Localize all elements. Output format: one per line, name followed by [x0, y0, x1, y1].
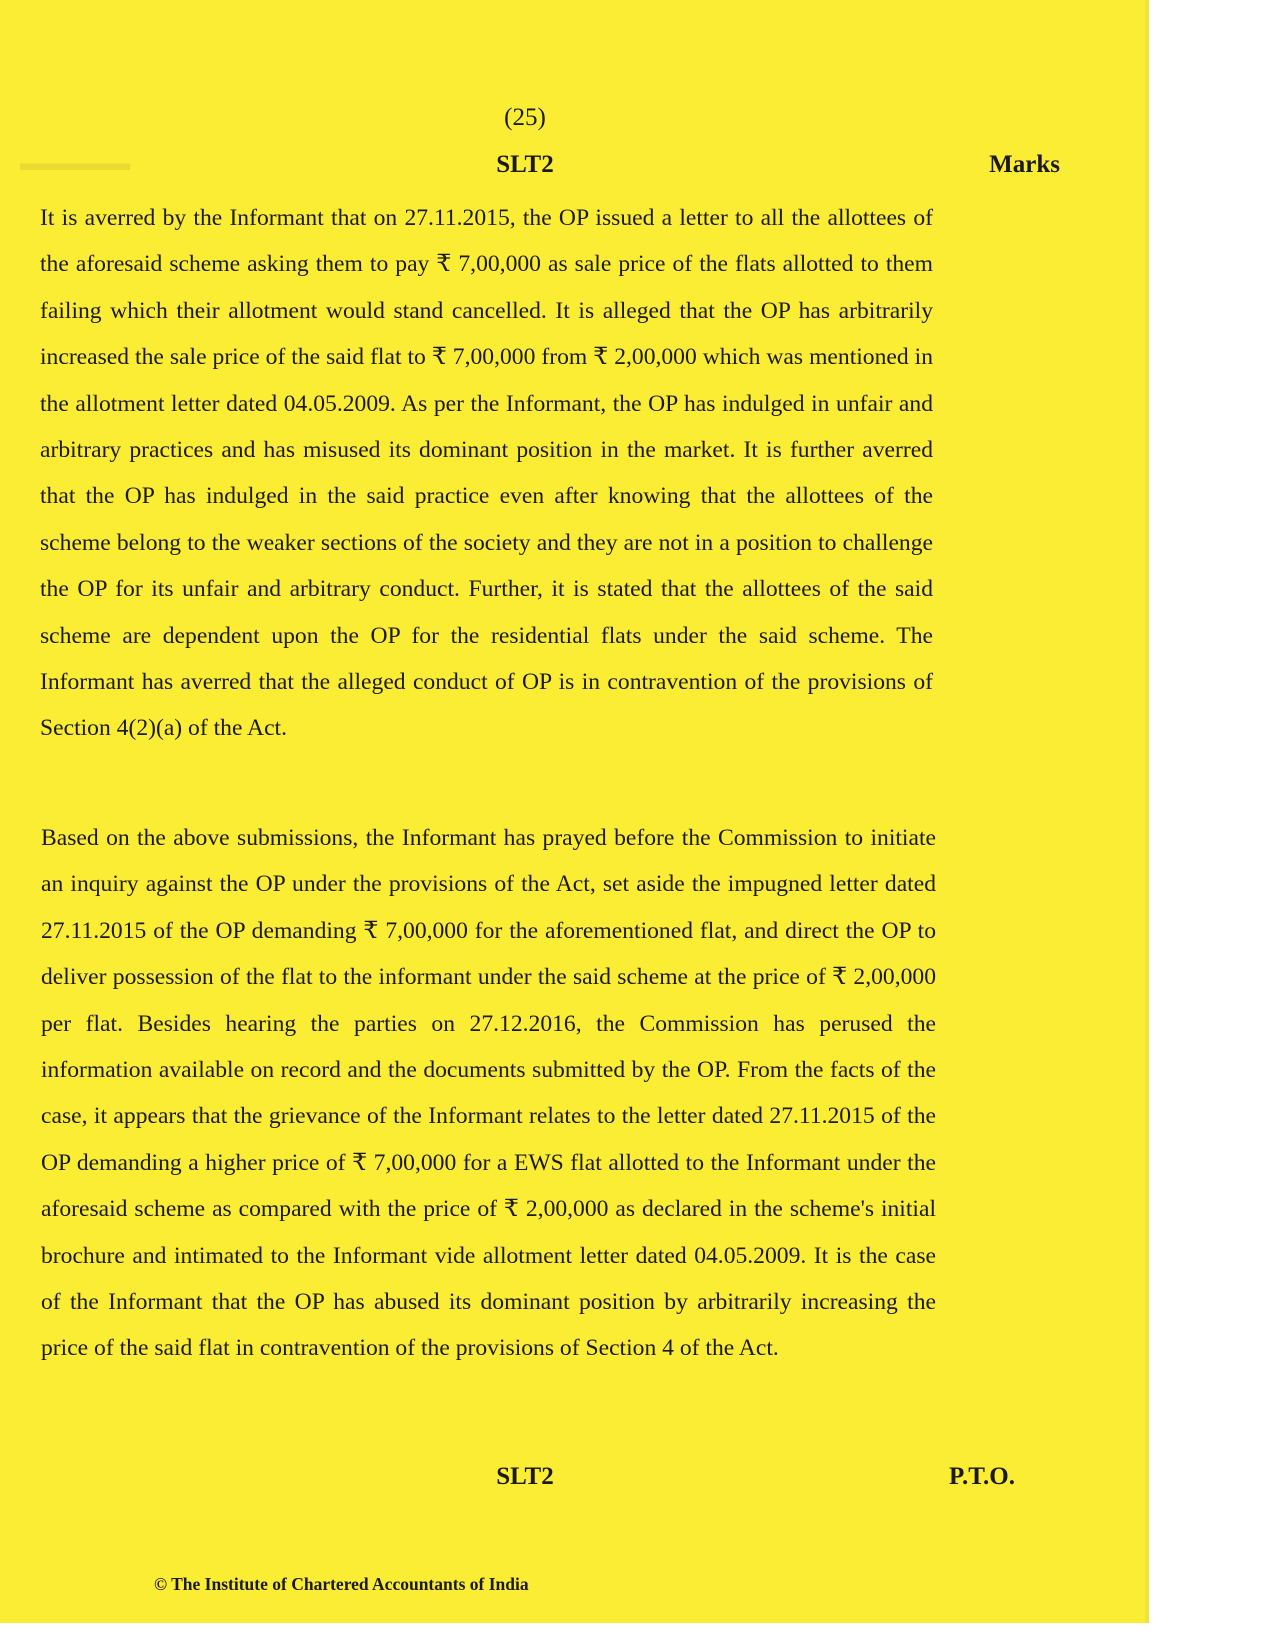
marks-label: Marks — [989, 151, 1060, 178]
paper-code-footer: SLT2 — [496, 1463, 554, 1490]
page-number: (25) — [504, 104, 546, 131]
paper-code-header: SLT2 — [496, 151, 554, 178]
paragraph-commission-findings: Based on the above submissions, the Informant has prayed before the Commission to initiate an inquiry against the OP under the provisions of the Act, set aside the impugned letter dated 27.11.2015 of the OP demanding ₹ 7,00,000 for the aforementioned flat, and direct the OP to deliver possession of the flat to the informant under the said scheme at the price of ₹ 2,00,000 per flat. Besides hearing the parties on 27.12.2016, the Commission has perused the information available on record and the documents submitted by the OP. From the facts of the case, it appears that the grievance of the Informant relates to the letter dated 27.11.2015 of the OP demanding a higher price of ₹ 7,00,000 for a EWS flat allotted to the Informant under the aforesaid scheme as compared with the price of ₹ 2,00,000 as declared in the scheme's initial brochure and intimated to the Informant vide allotment letter dated 04.05.2009. It is the case of the Informant that the OP has abused its dominant position by arbitrarily increasing the price of the said flat in contravention of the provisions of Section 4 of the Act. — [41, 825, 936, 1362]
copyright-notice: © The Institute of Chartered Accountants of India — [154, 1574, 529, 1594]
paragraph-informant-averment: It is averred by the Informant that on 27.11.2015, the OP issued a letter to all the allottees of the aforesaid scheme asking them to pay ₹ 7,00,000 as sale price of the flats allotted to them failing which their allotment would stand cancelled. It is alleged that the OP has arbitrarily increased the sale price of the said flat to ₹ 7,00,000 from ₹ 2,00,000 which was mentioned in the allotment letter dated 04.05.2009. As per the Informant, the OP has indulged in unfair and arbitrary practices and has misused its dominant position in the market. It is further averred that the OP has indulged in the said practice even after knowing that the allottees of the scheme belong to the weaker sections of the society and they are not in a position to challenge the OP for its unfair and arbitrary conduct. Further, it is stated that the allottees of the said scheme are dependent upon the OP for the residential flats under the said scheme. The Informant has averred that the alleged conduct of OP is in contravention of the provisions of Section 4(2)(a) of the Act. — [40, 205, 933, 742]
page-edge — [1145, 0, 1149, 1623]
please-turn-over-label: P.T.O. — [949, 1463, 1015, 1490]
